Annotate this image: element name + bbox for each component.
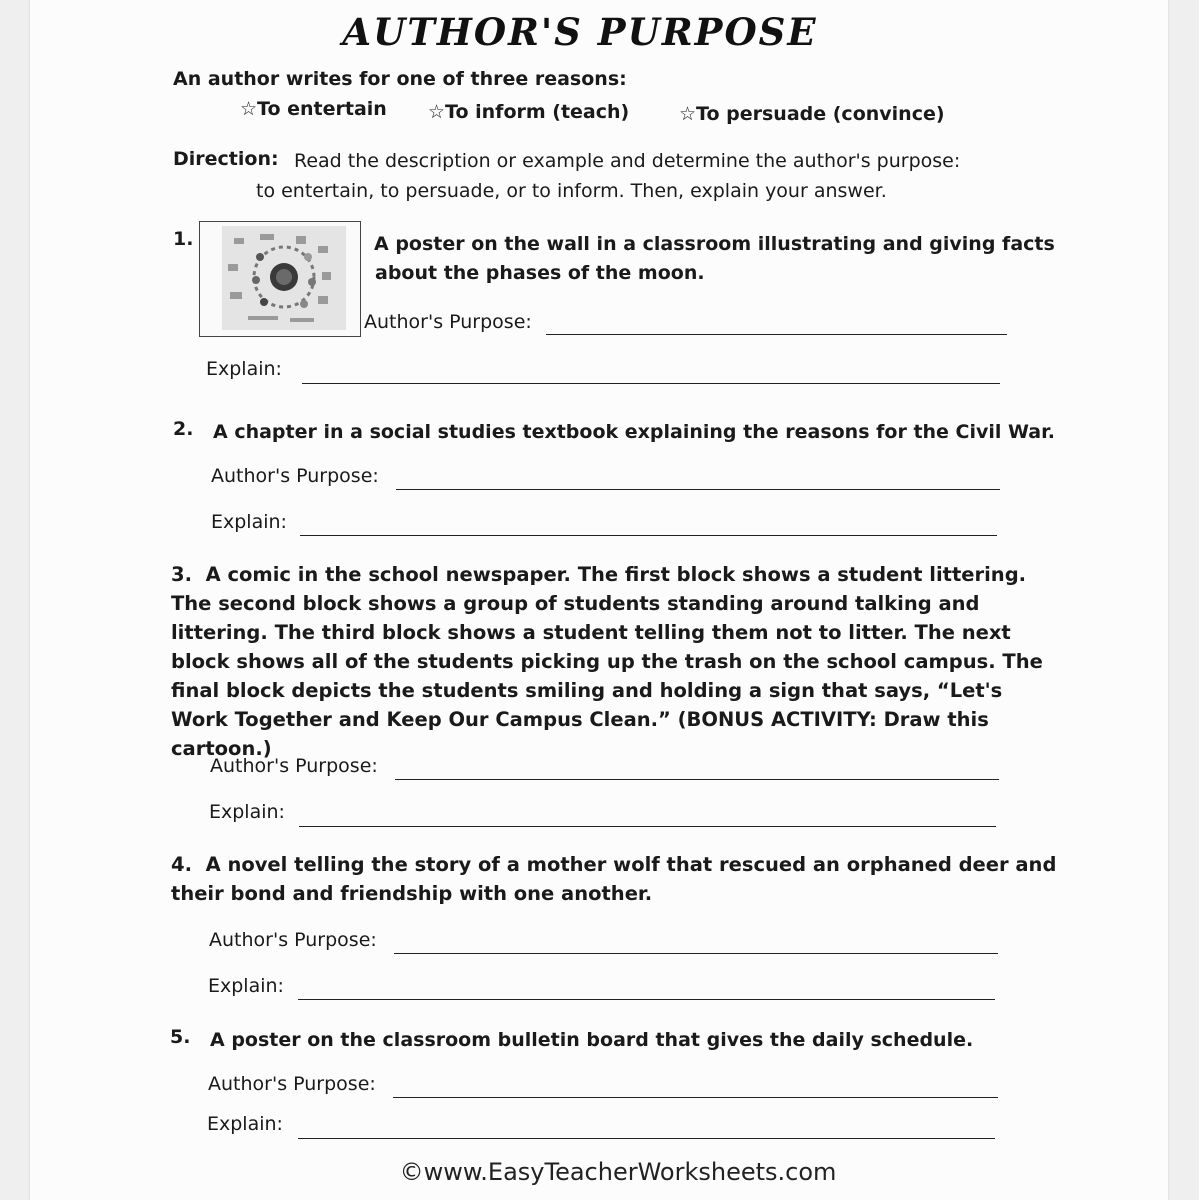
question-4-paragraph [171,850,1061,908]
question-1-purpose-label: Author's Purpose: [364,311,532,333]
question-3-purpose-answer-line[interactable] [395,779,999,780]
question-3-paragraph [171,560,1061,763]
moon-phases-poster-image [199,221,361,337]
direction-line-1: Read the description or example and determine the author's purpose: [294,150,961,172]
worksheet-title: AUTHOR'S PURPOSE [342,10,818,54]
question-3-purpose-label: Author's Purpose: [210,755,378,777]
question-3-number: 3. [171,563,192,586]
question-1-number: 1. [173,228,194,250]
question-2-purpose-answer-line[interactable] [396,489,1000,490]
reason-persuade: ☆To persuade (convince) [679,103,945,125]
question-1-explain-label: Explain: [206,358,282,380]
footer-copyright: ©www.EasyTeacherWorksheets.com [399,1158,837,1186]
question-2-text: A chapter in a social studies textbook explaining the reasons for the Civil War. [213,421,1056,443]
question-3-text: A comic in the school newspaper. The first block shows a student littering. The second block shows a group of students standing around talking and littering. The third block shows a student telling them not to litter. The next block shows all of the students picking up the trash on the school campus. The final block depicts the students smiling and holding a sign that says, “Let's Work Together and Keep Our Campus Clean.” (BONUS ACTIVITY: Draw this cartoon.) [171,563,1043,760]
question-1-text-line-2: about the phases of the moon. [375,262,705,284]
question-3-explain-answer-line[interactable] [299,826,996,827]
question-4-explain-label: Explain: [208,975,284,997]
direction-line-2: to entertain, to persuade, or to inform. Then, explain your answer. [256,180,887,202]
question-1-explain-answer-line[interactable] [302,383,1000,384]
question-1-text-line-1: A poster on the wall in a classroom illustrating and giving facts [374,233,1055,255]
question-5-text: A poster on the classroom bulletin board that gives the daily schedule. [210,1029,974,1051]
question-4-purpose-label: Author's Purpose: [209,929,377,951]
question-5-explain-answer-line[interactable] [298,1138,995,1139]
question-3-explain-label: Explain: [209,801,285,823]
reason-inform: ☆To inform (teach) [428,101,630,123]
question-2-explain-label: Explain: [211,511,287,533]
question-4-purpose-answer-line[interactable] [394,953,998,954]
moon-phases-icon [200,222,360,336]
reason-entertain: ☆To entertain [240,98,387,120]
question-2-number: 2. [173,418,194,440]
question-5-number: 5. [170,1026,191,1048]
question-4-text: A novel telling the story of a mother wolf that rescued an orphaned deer and their bond and friendship with one another. [171,853,1057,905]
question-5-explain-label: Explain: [207,1113,283,1135]
question-4-explain-answer-line[interactable] [298,999,995,1000]
intro-text: An author writes for one of three reasons: [173,68,627,90]
question-1-purpose-answer-line[interactable] [546,334,1007,335]
question-5-purpose-answer-line[interactable] [393,1097,998,1098]
question-2-purpose-label: Author's Purpose: [211,465,379,487]
direction-label: Direction: [173,148,279,170]
question-5-purpose-label: Author's Purpose: [208,1073,376,1095]
question-2-explain-answer-line[interactable] [300,535,997,536]
question-4-number: 4. [171,853,192,876]
